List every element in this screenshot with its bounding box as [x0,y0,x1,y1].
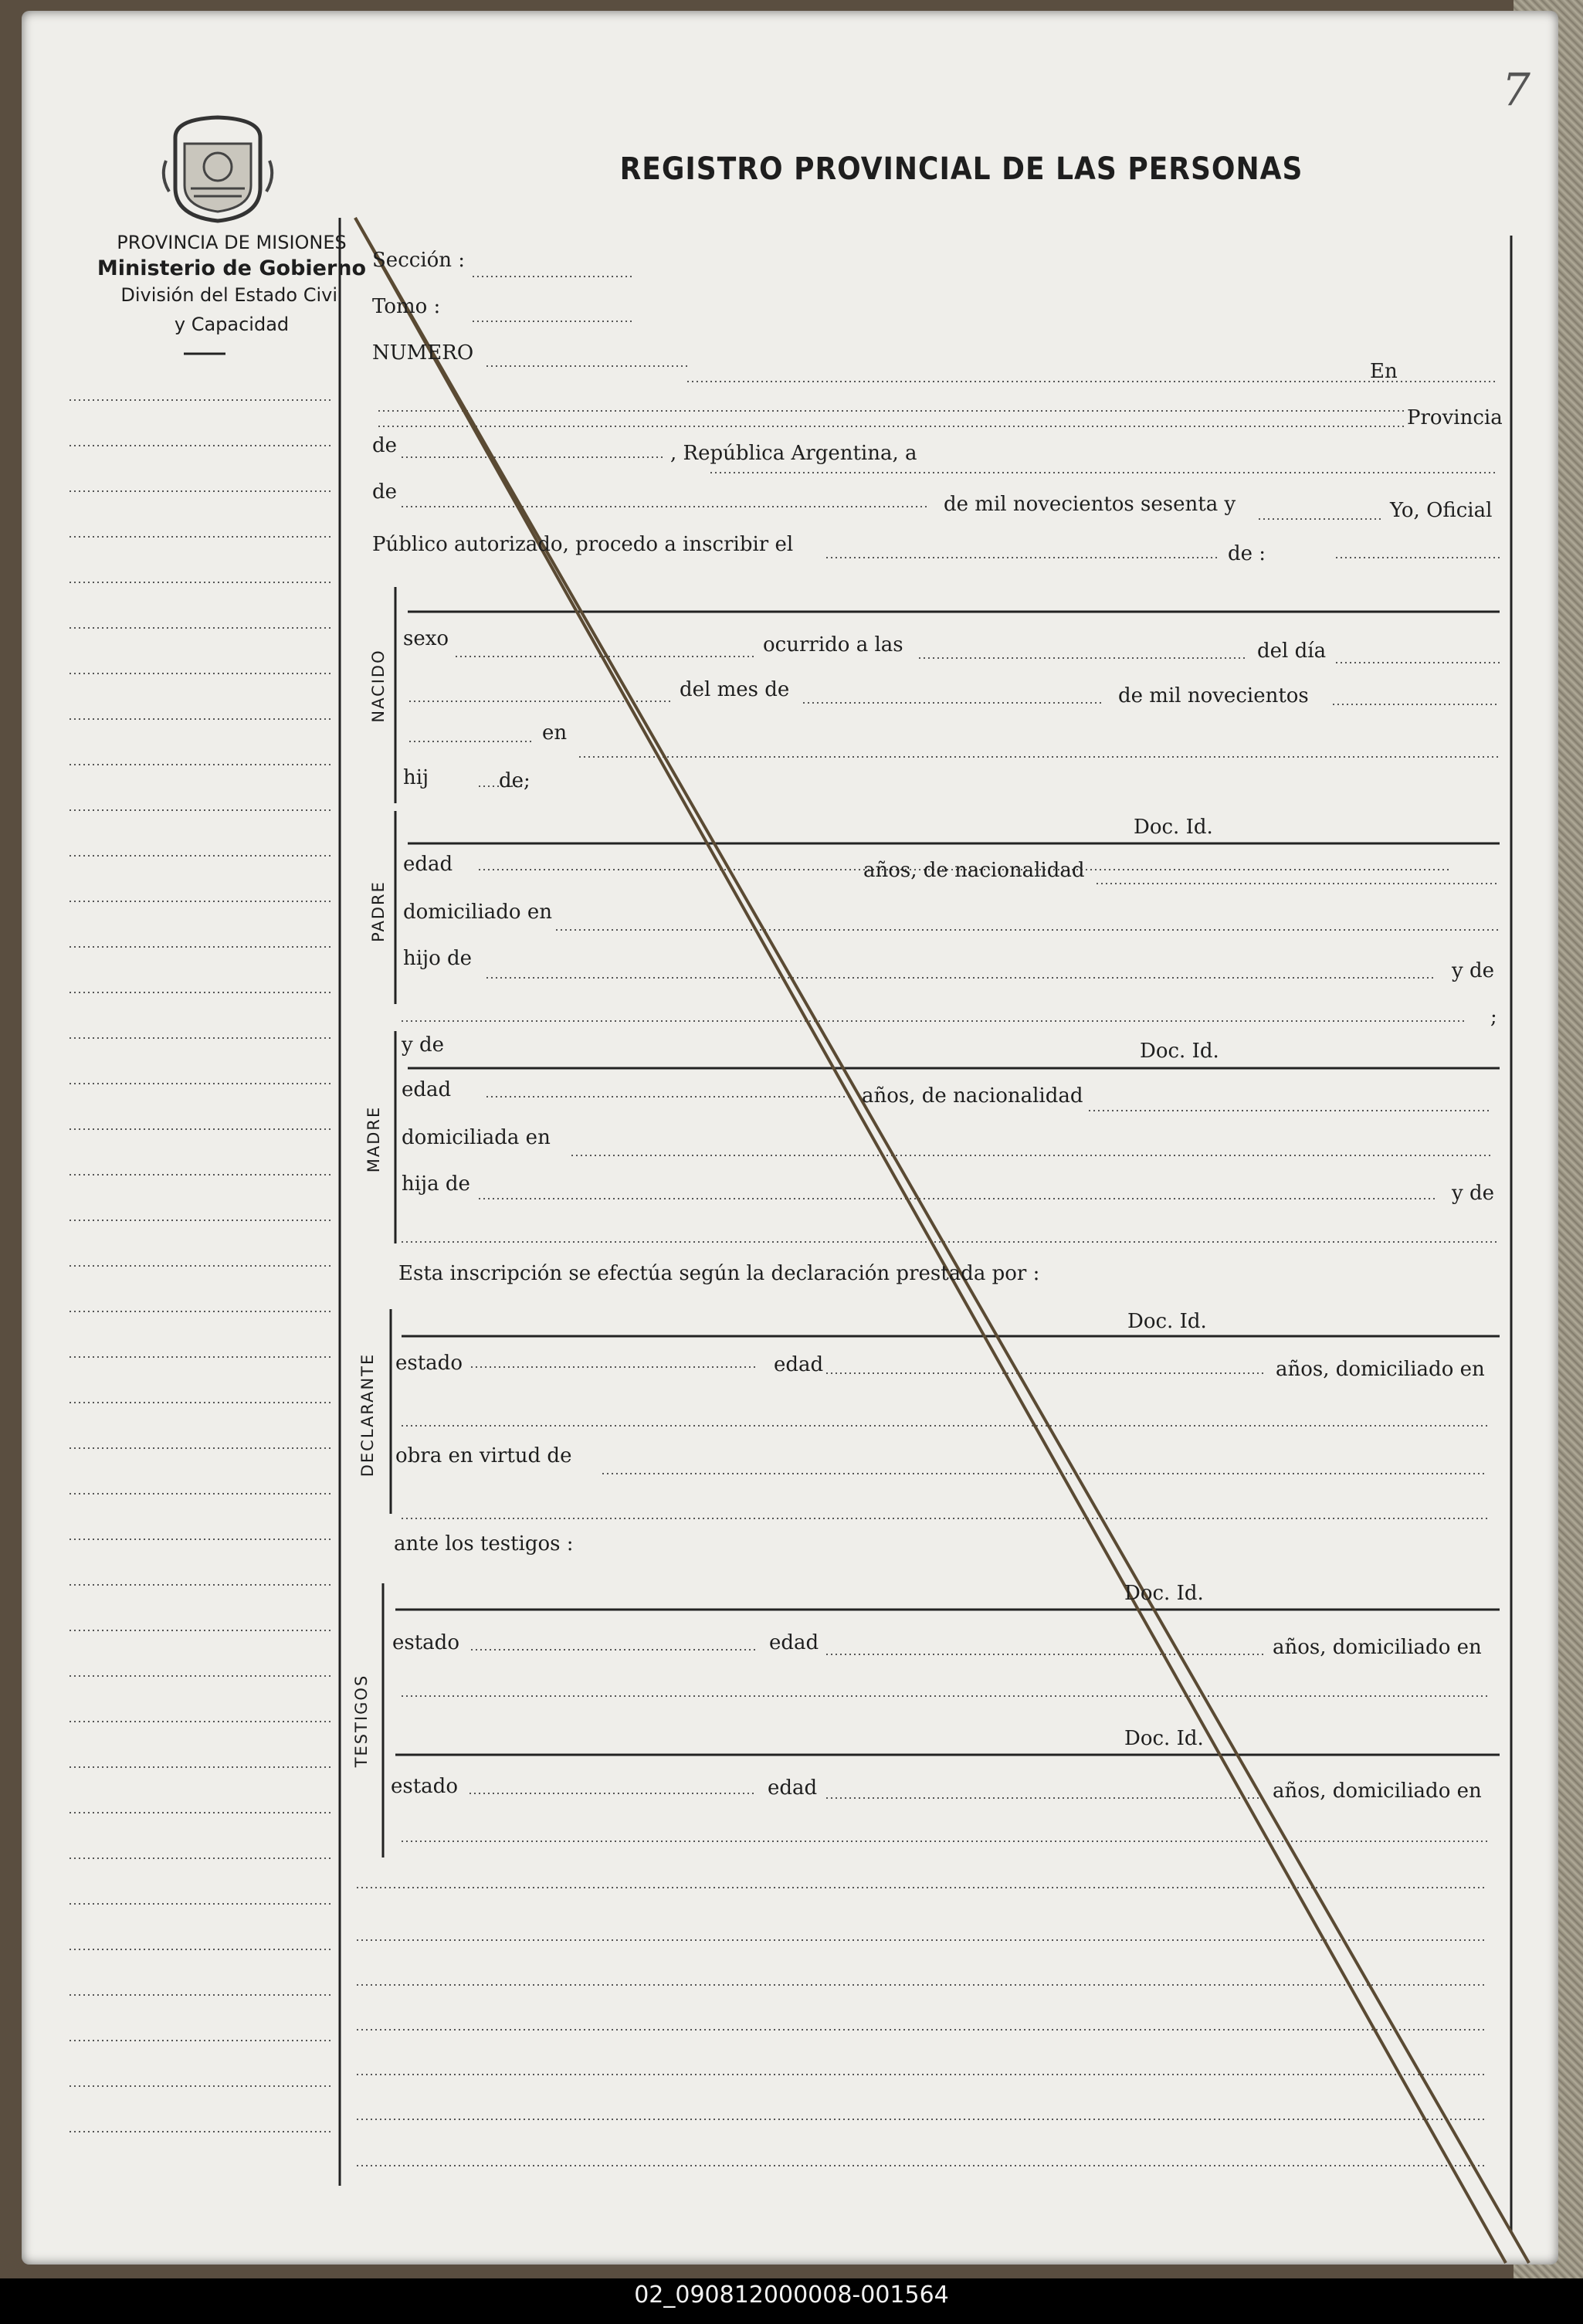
padre-y-de: y de [1452,959,1494,982]
label-seccion: Sección : [372,249,466,272]
nacido-mil-novecientos: de mil novecientos [1118,684,1309,707]
declarante-anos: años, domiciliado en [1276,1358,1485,1381]
padre-hijo-de: hijo de [403,947,473,970]
label-de-colon: de : [1228,542,1266,565]
label-en: En [1370,360,1398,383]
madre-y-de: y de [402,1033,444,1057]
label-de-1: de [372,434,398,457]
madre-domiciliada: domiciliada en [402,1126,551,1149]
division-name: División del Estado Civil [120,284,343,306]
section-testigos: TESTIGOS [352,1674,371,1768]
madre-y-de-2: y de [1452,1182,1494,1205]
nacido-ocurrido: ocurrido a las [763,633,903,656]
section-declarante: DECLARANTE [358,1352,377,1478]
label-republica: , República Argentina, a [670,442,917,465]
ministry-name: Ministerio de Gobierno [97,256,367,280]
testigo2-anos: años, domiciliado en [1273,1779,1482,1803]
padre-edad: edad [403,853,453,876]
declaracion-text: Esta inscripción se efectúa según la declaración prestada por : [398,1262,1040,1285]
testigo2-edad: edad [768,1776,818,1800]
padre-domiciliado: domiciliado en [403,901,552,924]
nacido-sexo: sexo [403,627,449,650]
testigo2-doc: Doc. Id. [1124,1727,1204,1750]
section-padre: PADRE [369,880,388,942]
province-name: PROVINCIA DE MISIONES [117,232,347,253]
page-title: REGISTRO PROVINCIAL DE LAS PERSONAS [619,151,1303,187]
declarante-obra: obra en virtud de [395,1444,572,1467]
capacity-name: y Capacidad [174,314,290,335]
madre-anos: años, de nacionalidad [862,1084,1083,1108]
declarante-doc: Doc. Id. [1127,1310,1207,1333]
testigo1-edad: edad [769,1631,819,1654]
nacido-de: de; [499,769,530,792]
testigo1-doc: Doc. Id. [1124,1582,1204,1605]
page-number: 7 [1502,63,1530,116]
madre-hija-de: hija de [402,1172,470,1196]
testigo1-estado: estado [392,1631,459,1654]
padre-anos: años, de nacionalidad [863,859,1085,882]
file-id: 02_090812000008-001564 [634,2282,949,2309]
declarante-edad: edad [774,1353,824,1376]
nacido-en: en [542,721,568,745]
label-tomo: Tomo : [372,295,441,318]
testigos-intro: ante los testigos : [394,1532,574,1556]
label-yo-oficial: Yo, Oficial [1390,499,1493,522]
madre-doc: Doc. Id. [1140,1040,1219,1063]
testigo1-anos: años, domiciliado en [1273,1636,1482,1659]
label-mil-sesenta: de mil novecientos sesenta y [944,493,1236,516]
label-de-2: de [372,480,398,504]
madre-edad: edad [402,1078,452,1101]
declarante-estado: estado [395,1352,463,1375]
nacido-del-mes: del mes de [680,678,790,701]
label-publico: Público autorizado, procedo a inscribir el [372,533,794,556]
testigo2-estado: estado [391,1775,458,1798]
padre-doc: Doc. Id. [1134,816,1213,839]
label-numero: NUMERO [372,341,474,365]
section-nacido: NACIDO [369,649,388,723]
section-madre: MADRE [364,1105,383,1173]
label-provincia: Provincia [1407,406,1503,429]
nacido-del-dia: del día [1257,640,1327,663]
nacido-hij: hij [403,766,429,789]
padre-semicolon: ; [1490,1006,1497,1029]
